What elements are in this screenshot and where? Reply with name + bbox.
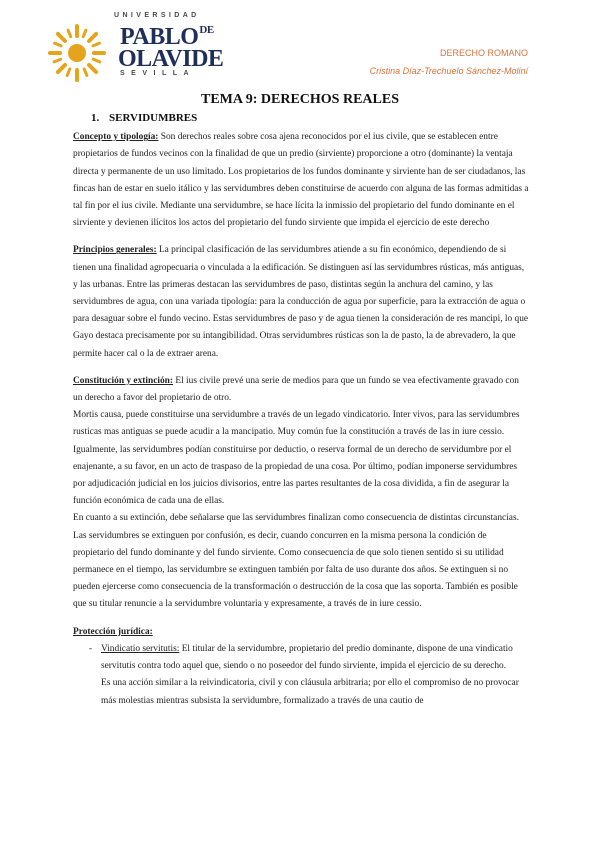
course-name: DERECHO ROMANO bbox=[439, 48, 528, 58]
concepto-paragraph bbox=[73, 129, 529, 232]
vindicatio-text: El titular de la servidumbre, propietario del predio dominante, dispone de una vindicatio servitutis contra todo aquel que, siendo o no poseedor del fundo sirviente, impida el ejercicio de su derecho. bbox=[101, 643, 513, 672]
sun-emblem-icon bbox=[46, 22, 108, 84]
list-item bbox=[73, 641, 529, 710]
header-info bbox=[370, 44, 528, 80]
concepto-text: Son derechos reales sobre cosa ajena reconocidos por el ius civile, que se establecen entre propietarios de fundos vecinos con la finalidad de que un predio (sirviente) proporcione a otro (dominante) la ventaja directa y permanente de un uso limitado. Los propietarios de los fundos dominante y sirviente han de ser ciudadanos, las fincas han de estar en suelo itálico y las servidumbres deben constituirse de acuerdo con alguna de las formas admitidas a tal fin por el ius civile. Mediante una servidumbre, se hace lícita la inmissio del propietario del fundo dominante en el sirviente y devienen ilícitos los actos del propietario del fundo sirviente que impida el ejercicio de este derecho bbox=[73, 132, 529, 229]
principios-paragraph bbox=[73, 242, 529, 362]
document-body bbox=[73, 110, 529, 710]
logo-de: DE bbox=[199, 24, 214, 36]
vindicatio-paragraph-2: Es una acción similar a la reivindicatoria, civil y con cláusula arbitraria; por ello el compromiso de no provocar más molestias mientras subsista la servidumbre, formalizado a través de una cautio de bbox=[101, 678, 519, 706]
vindicatio-paragraph bbox=[101, 641, 529, 675]
concepto-heading: Concepto y tipología: bbox=[73, 132, 159, 143]
extincion-paragraph: En cuanto a su extinción, debe señalarse que las servidumbres finalizan como consecuencia de distintas circunstancias. Las servidumbres se extinguen por confusión, es decir, cuando concurren en la misma persona la condición de propietario del fundo dominante y del fundo sirviente. Como consecuencia de que solo tienen sentido si su utilidad permanece en el tiempo, las servidumbre se extinguen también por falta de uso durante dos años. Se extinguen si no pueden ejercerse como consecuencia de la transformación o destrucción de la cosa que las soporta. También es posible que su titular renuncie a la servidumbre voluntaria y expresamente, a través de in iure cessio. bbox=[73, 513, 519, 610]
logo-top-text: UNIVERSIDAD bbox=[114, 12, 200, 19]
author-name: Cristina Díaz-Trechuelo Sánchez-Moliní bbox=[369, 66, 528, 76]
constitucion-paragraph-2: Mortis causa, puede constituirse una servidumbre a través de un legado vindicatorio. Inter vivos, para las servidumbres rusticas mas antiguas se puede acudir a la mancipatio. Muy común fue la constitución a través de las in iure cessio. Igualmente, las servidumbres podían constituirse por deductio, o reserva formal de un derecho de servidumbre por el enajenante, a su favor, en un acto de traspaso de la propiedad de una cosa. Por último, podían imponerse servidumbres por adjudicación judicial en los juicios divisorios, entre las partes resultantes de la cosa dividida, a fin de asegurar la función económica de cada una de ellas. bbox=[73, 410, 520, 507]
logo-line1: $PABLO^{DE}$ bbox=[120, 24, 214, 50]
vindicatio-label: Vindicatio servitutis: bbox=[101, 643, 180, 654]
list-dash: - bbox=[89, 643, 93, 654]
document-title: TEMA 9: DERECHOS REALES bbox=[201, 92, 399, 107]
principios-text: La principal clasificación de las servidumbres atiende a su fin económico, dependiendo de si tienen una finalidad agropecuaria o vinculada a la edificación. Se distinguen así las servidumbres rústicas, más antiguas, y las urbanas. Entre las primeras destacan las servidumbres de paso, distintas según la anchura del camino, y las servidumbres de agua, con una variada tipología: para la conducción de agua por superficie, para la extracción de agua o para desaguar sobre el fundo vecino. Estas servidumbres de paso y de agua tienen la consideración de res mancipi, lo que Gayo destaca precisamente por su intangibilidad. Otras servidumbres rústicas son la de pasto, la de abrevadero, la que permite hacer cal o la de extraer arena. bbox=[73, 245, 529, 359]
logo-bottom-text: SEVILLA bbox=[120, 70, 196, 77]
section-number: 1. bbox=[91, 112, 100, 124]
principios-heading: Principios generales: bbox=[73, 245, 157, 256]
section-heading bbox=[91, 110, 529, 127]
proteccion-heading: Protección jurídica: bbox=[73, 626, 153, 637]
constitucion-heading: Constitución y extinción: bbox=[73, 375, 174, 386]
section-label: SERVIDUMBRES bbox=[109, 112, 198, 124]
logo-line2: OLAVIDE bbox=[118, 46, 224, 72]
constitucion-paragraph bbox=[73, 373, 529, 407]
proteccion-heading-line bbox=[73, 624, 529, 641]
university-logo bbox=[46, 10, 224, 78]
constitucion-text1: El ius civile prevé una serie de medios para que un fundo se vea efectivamente gravado con un derecho a favor del propietario de otro. bbox=[73, 375, 519, 404]
